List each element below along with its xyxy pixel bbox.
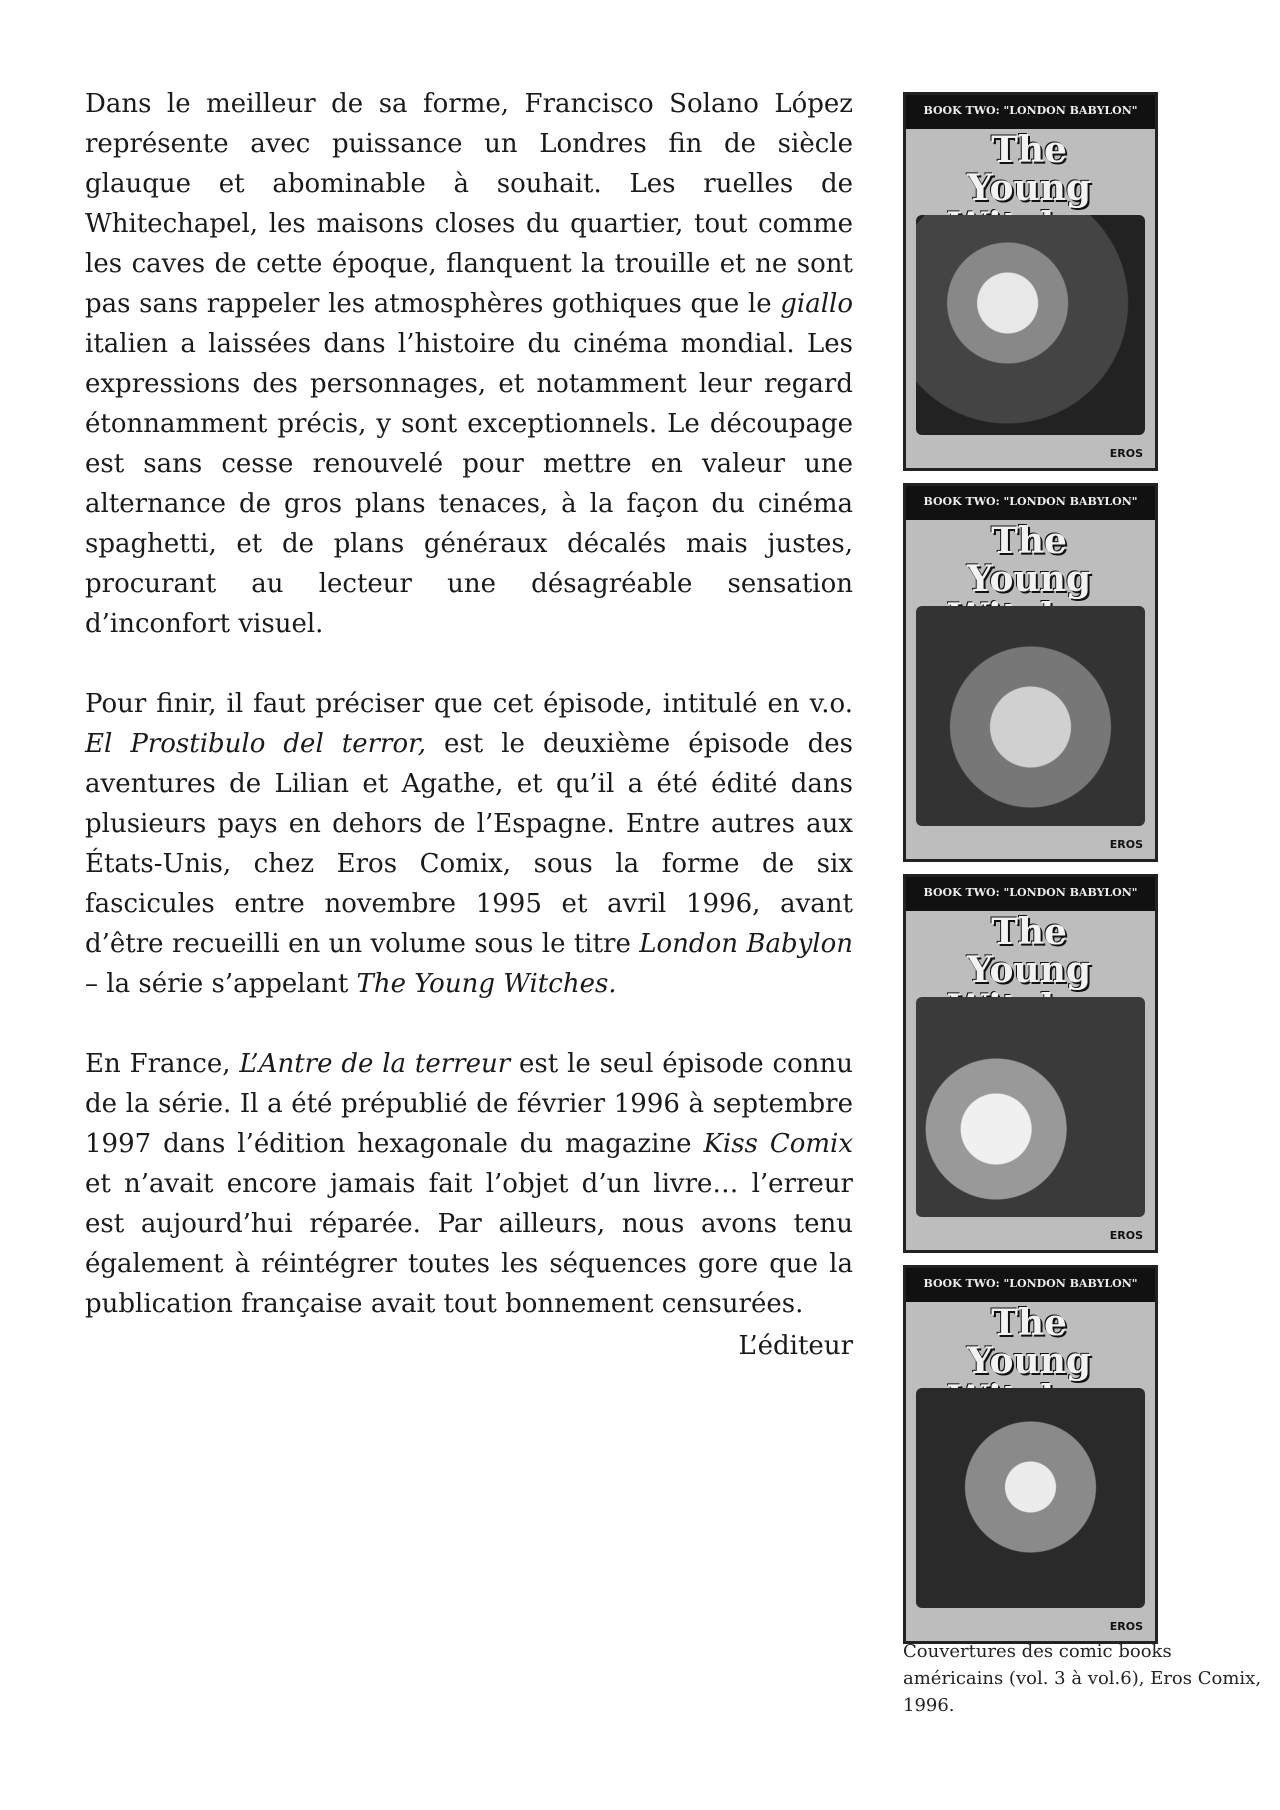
comic-cover-image xyxy=(903,92,1158,471)
cover-band xyxy=(906,1268,1155,1302)
cover-logo: The Young xyxy=(966,911,1092,991)
cover-band xyxy=(906,486,1155,520)
text-run: est le deuxième épisode des aventures de Lilian et Agathe, et qu’il a été édité dans plusieurs pays en dehors de l’Espagne. Entre autres aux États-Unis, chez Eros Comix, sous la forme de six fascicules entre novembre 1995 et avril 1996, avant d’être recueilli en un volume sous le titre xyxy=(85,729,853,959)
cover-band xyxy=(906,95,1155,129)
text-run: – la série s’appelant xyxy=(85,969,357,999)
cover-artwork xyxy=(916,215,1145,435)
cover-imprint: EROS xyxy=(1109,1620,1143,1633)
italic-title: L’Antre de la terreur xyxy=(239,1049,511,1079)
signature: L’éditeur xyxy=(738,1331,853,1361)
cover-band-text: BOOK TWO: "LONDON BABYLON" xyxy=(923,495,1138,508)
cover-imprint: EROS xyxy=(1109,838,1143,851)
text-run: et n’avait encore jamais fait l’objet d’un livre… l’erreur est aujourd’hui réparée. Par ailleurs, nous avons tenu également à réintégrer toutes les séquences gore que la publication française avait tout bonnement censurées. xyxy=(85,1169,853,1319)
cover-logo: The Young xyxy=(966,520,1092,600)
article-body xyxy=(85,84,853,1366)
cover-artwork xyxy=(916,997,1145,1217)
text-run: est le seul épisode connu de la série. Il a été prépublié de février 1996 à septembre 1997 dans l’édition hexagonale du magazine xyxy=(85,1049,853,1159)
text-run: italien a laissées dans l’histoire du cinéma mondial. Les expressions des personnages, et notamment leur regard étonnamment précis, y sont exceptionnels. Le découpage est sans cesse renouvelé pour mettre en valeur une alternance de gros plans tenaces, à la façon du cinéma spaghetti, et de plans généraux décalés mais justes, procurant au lecteur une désagréable sensation d’inconfort visuel. xyxy=(85,329,853,639)
italic-title: Kiss Comix xyxy=(703,1129,854,1159)
figure-caption: Couvertures des comic books américains (vol. 3 à vol.6), Eros Comix, 1996. xyxy=(903,1641,1262,1716)
cover-logo: The Young xyxy=(966,129,1092,209)
cover-band-text: BOOK TWO: "LONDON BABYLON" xyxy=(923,886,1138,899)
cover-artwork xyxy=(916,606,1145,826)
italic-title: London Babylon xyxy=(639,929,854,959)
paragraph-2 xyxy=(85,684,853,1004)
italic-title: El Prostibulo del terror, xyxy=(85,729,426,759)
cover-imprint: EROS xyxy=(1109,1229,1143,1242)
cover-band xyxy=(906,877,1155,911)
cover-gallery xyxy=(903,92,1158,1656)
cover-imprint: EROS xyxy=(1109,447,1143,460)
cover-artwork xyxy=(916,1388,1145,1608)
cover-band-text: BOOK TWO: "LONDON BABYLON" xyxy=(923,1277,1138,1290)
text-run: En France, xyxy=(85,1049,240,1079)
cover-logo: The Young xyxy=(966,1302,1092,1382)
cover-band-text: BOOK TWO: "LONDON BABYLON" xyxy=(923,104,1138,117)
italic-title: The Young Witches. xyxy=(356,969,617,999)
comic-cover-image xyxy=(903,483,1158,862)
comic-cover-image xyxy=(903,1265,1158,1644)
paragraph-3 xyxy=(85,1044,853,1324)
text-run: Dans le meilleur de sa forme, Francisco Solano López représente avec puissance un Londres fin de siècle glauque et abominable à souhait. Les ruelles de Whitechapel, les maisons closes du quartier, tout comme les caves de cette époque, flanquent la trouille et ne sont pas sans rappeler les atmosphères gothiques que le xyxy=(85,89,853,319)
italic-term: giallo xyxy=(780,289,853,319)
comic-cover-image xyxy=(903,874,1158,1253)
paragraph-1 xyxy=(85,84,853,644)
text-run: Pour finir, il faut préciser que cet épisode, intitulé en v.o. xyxy=(85,689,853,719)
